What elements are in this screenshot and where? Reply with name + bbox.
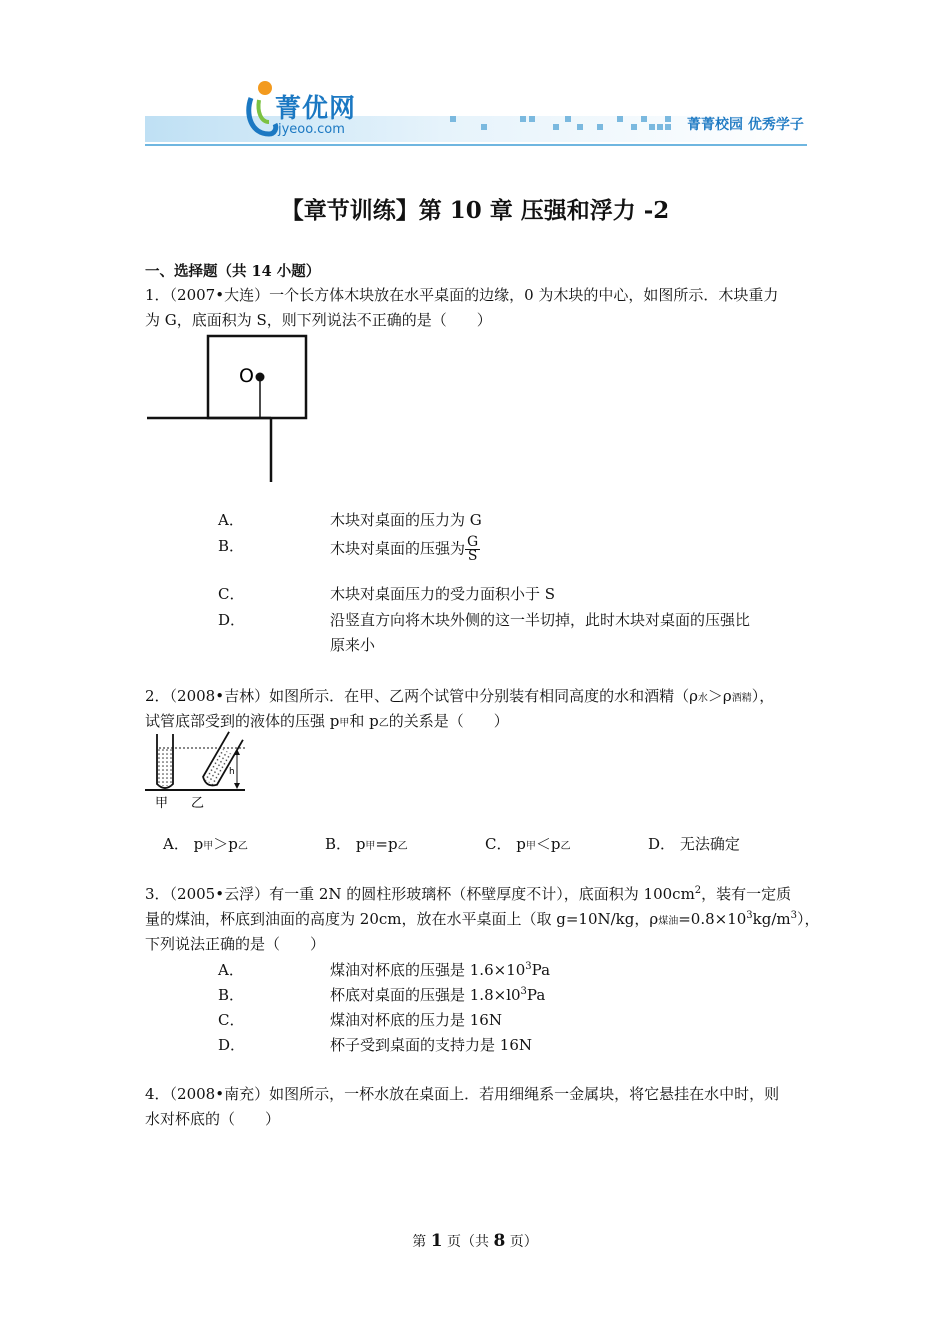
option-b-text-main: 木块对桌面的压强为	[330, 539, 466, 558]
option-a-label: A．	[218, 511, 244, 529]
q3-option-a-label: A．	[218, 961, 244, 979]
question-4-line-1: 4．（2008•南充）如图所示，一杯水放在桌面上．若用细绳系一金属块，将它悬挂在水中时，则	[145, 1085, 780, 1103]
q3-option-a-text	[330, 959, 550, 980]
header-square	[665, 124, 671, 130]
q2-option-d-label: D．	[648, 835, 676, 853]
question-3-line-3: 下列说法正确的是（ ）	[145, 935, 326, 953]
q3-option-a-unit: Pa	[531, 961, 551, 979]
option-d-text-2: 原来小	[330, 636, 376, 654]
q2-option-b	[325, 833, 408, 854]
q3-l2-d: ），	[797, 910, 820, 928]
q2-option-b-rel: =p	[375, 835, 398, 853]
header-square	[565, 116, 571, 122]
footer-prefix: 第	[412, 1234, 431, 1250]
footer-suffix: 页）	[505, 1234, 538, 1250]
q2-l1-a: 2．（2008•吉林）如图所示．在甲、乙两个试管中分别装有相同高度的水和酒精（ρ	[145, 687, 698, 705]
q3-l2-c: kg/m	[752, 910, 791, 928]
q3-option-b-sup: 3	[520, 986, 527, 997]
question-3-line-2	[145, 908, 820, 929]
header-square	[553, 124, 559, 130]
fraction-numerator: G	[467, 534, 479, 550]
q2-option-a-sub2: 乙	[237, 841, 248, 852]
header-square	[529, 116, 535, 122]
option-c-text: 木块对桌面压力的受力面积小于 S	[330, 585, 556, 603]
q2-option-b-sub2: 乙	[397, 841, 408, 852]
q3-option-b-main: 杯底对桌面的压强是 1.8×l0	[330, 986, 521, 1004]
question-2-line-1	[145, 685, 774, 706]
q3-l1-a: 3．（2005•云浮）有一重 2N 的圆柱形玻璃杯（杯壁厚度不计），底面积为 100cm	[145, 885, 695, 903]
q2-option-a-sub1: 甲	[203, 841, 214, 852]
q2-option-c-sub1: 甲	[525, 841, 536, 852]
q3-l2-sup2: 3	[790, 910, 798, 921]
q2-l2-b: 和 p	[349, 712, 379, 730]
q3-option-c-label: C．	[218, 1011, 245, 1029]
header-square	[597, 124, 603, 130]
header-square	[631, 124, 637, 130]
header-slogan: 菁菁校园 优秀学子	[687, 117, 804, 133]
header-rule	[145, 144, 807, 146]
question-4-line-2: 水对杯底的（ ）	[145, 1110, 281, 1128]
figure-label-h: h	[229, 767, 235, 777]
q3-l2-sub: 煤油	[658, 916, 679, 927]
option-b-label: B．	[218, 537, 245, 555]
option-b-text	[330, 536, 480, 563]
question-3-line-1	[145, 883, 791, 904]
q3-l2-sup1: 3	[746, 910, 753, 921]
q2-option-b-sub1: 甲	[365, 841, 376, 852]
question-1-line-2: 为 G，底面积为 S，则下列说法不正确的是（ ）	[145, 311, 492, 329]
q3-l1-sup: 2	[694, 885, 702, 896]
q2-l2-sub1: 甲	[339, 718, 350, 729]
question-1-figure	[145, 330, 315, 490]
q2-option-c-sub2: 乙	[560, 841, 571, 852]
header-square	[520, 116, 526, 122]
q2-option-a	[163, 833, 248, 854]
q3-option-b-unit: Pa	[526, 986, 546, 1004]
footer-middle: 页（共	[442, 1234, 494, 1250]
q2-l1-sub2: 酒精	[731, 693, 752, 704]
q3-option-a-sup: 3	[525, 961, 532, 972]
figure-label-jia: 甲	[155, 796, 169, 810]
header-square	[617, 116, 623, 122]
q2-option-c-p: p	[516, 835, 526, 853]
option-d-label: D．	[218, 611, 246, 629]
page-footer	[0, 1231, 950, 1251]
q2-option-c-rel: ＜p	[535, 835, 561, 853]
q3-option-d-label: D．	[218, 1036, 246, 1054]
question-2-figure	[145, 728, 255, 810]
q3-option-d-text: 杯子受到桌面的支持力是 16N	[330, 1036, 532, 1054]
q2-option-a-rel: ＞p	[213, 835, 238, 853]
q2-l1-b: ＞ρ	[707, 687, 732, 705]
q2-option-c	[485, 833, 570, 854]
q3-l2-b: =0.8×10	[678, 910, 747, 928]
q2-option-d	[648, 833, 740, 854]
header-square	[649, 124, 655, 130]
question-1-line-1: 1．（2007•大连）一个长方体木块放在水平桌面的边缘，0 为木块的中心，如图所示．木块重力	[145, 286, 779, 304]
page-header	[145, 78, 807, 148]
q2-option-b-p: p	[355, 835, 366, 853]
q3-l1-b: ，装有一定质	[701, 885, 792, 903]
footer-page-number: 1	[430, 1231, 443, 1251]
logo-icon	[245, 78, 279, 140]
q3-option-b-text	[330, 984, 545, 1005]
q2-l1-c: ），	[751, 687, 775, 705]
fraction-g-over-s	[465, 536, 480, 563]
document-title: 【章节训练】第 10 章 压强和浮力 -2	[280, 197, 670, 224]
fraction-denominator: S	[467, 548, 478, 564]
header-square	[481, 124, 487, 130]
section-heading: 一、选择题（共 14 小题）	[145, 263, 321, 280]
logo-url: jyeoo.com	[278, 122, 345, 137]
figure-label-yi: 乙	[191, 796, 205, 810]
footer-total-pages: 8	[493, 1231, 506, 1251]
q2-option-c-label: C．	[485, 835, 512, 853]
q2-l1-sub1: 水	[697, 693, 708, 704]
q3-option-a-main: 煤油对杯底的压强是 1.6×10	[330, 961, 526, 979]
header-square	[450, 116, 456, 122]
header-square	[641, 116, 647, 122]
q2-l2-a: 试管底部受到的液体的压强 p	[145, 712, 340, 730]
q2-option-b-label: B．	[325, 835, 352, 853]
q2-option-a-label: A．	[163, 835, 189, 853]
header-square	[657, 124, 663, 130]
q2-l2-sub2: 乙	[378, 718, 389, 729]
q3-option-c-text: 煤油对杯底的压力是 16N	[330, 1011, 502, 1029]
header-square	[577, 124, 583, 130]
option-a-text: 木块对桌面的压力为 G	[330, 511, 482, 529]
figure-label-o: O	[239, 365, 254, 387]
q2-option-d-text: 无法确定	[679, 835, 740, 853]
option-c-label: C．	[218, 585, 245, 603]
header-square	[665, 116, 671, 122]
q2-l2-c: 的关系是（ ）	[388, 712, 509, 730]
q2-option-a-p: p	[193, 835, 204, 853]
q3-option-b-label: B．	[218, 986, 245, 1004]
q3-l2-a: 量的煤油，杯底到油面的高度为 20cm，放在水平桌面上（取 g=10N/kg，ρ	[145, 910, 659, 928]
option-d-text-1: 沿竖直方向将木块外侧的这一半切掉，此时木块对桌面的压强比	[330, 611, 751, 629]
logo-text: 菁优网	[275, 94, 357, 124]
